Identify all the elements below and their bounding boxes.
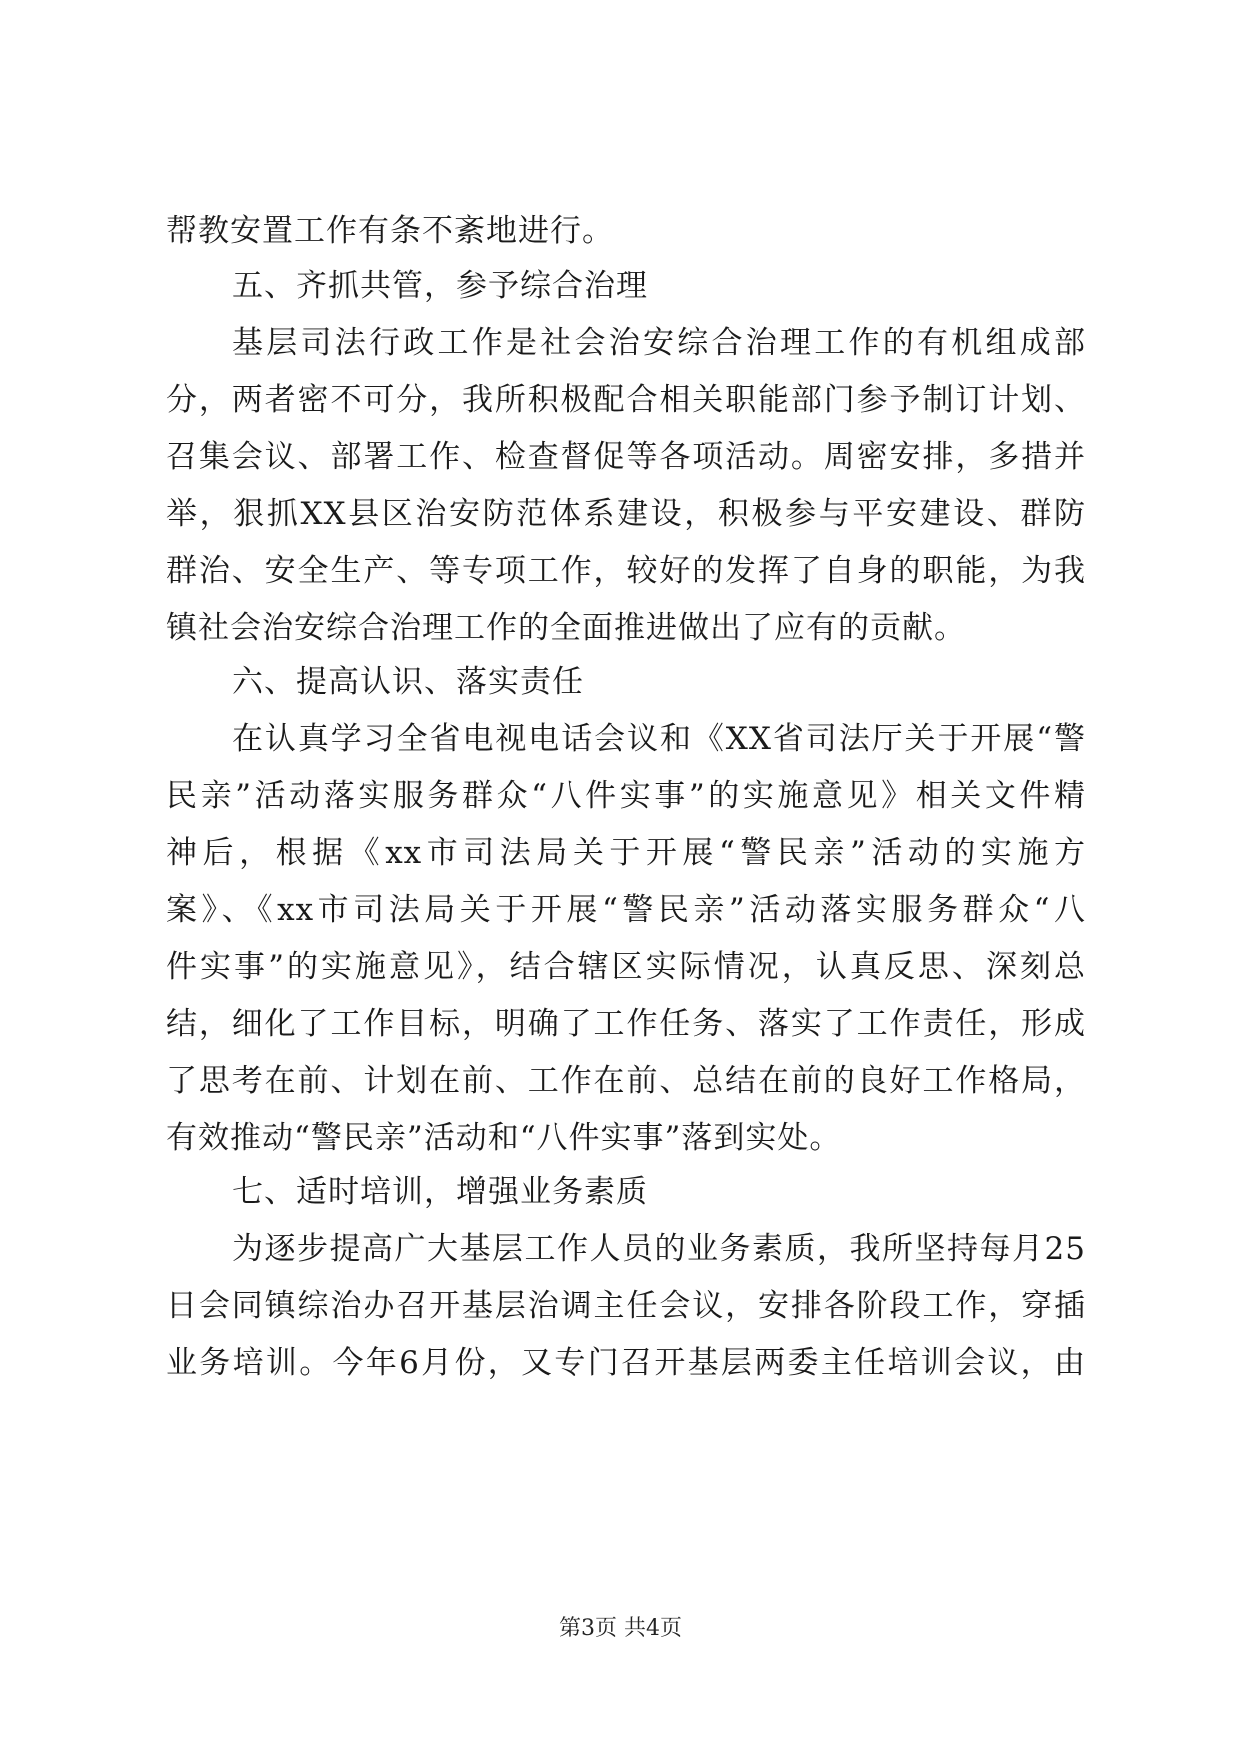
paragraph-line: 结，细化了工作目标，明确了工作任务、落实了工作责任，形成 <box>166 1006 1086 1042</box>
paragraph-line: 有效推动“警民亲”活动和“八件实事”落到实处。 <box>166 1120 842 1156</box>
paragraph-line: 日会同镇综治办召开基层治调主任会议，安排各阶段工作，穿插 <box>166 1288 1086 1324</box>
section-heading-seven: 七、适时培训，增强业务素质 <box>232 1174 648 1210</box>
paragraph-line: 案》、《xx市司法局关于开展“警民亲”活动落实服务群众“八 <box>166 892 1086 928</box>
paragraph-line: 群治、安全生产、等专项工作，较好的发挥了自身的职能，为我 <box>166 553 1086 589</box>
paragraph-line: 件实事”的实施意见》，结合辖区实际情况，认真反思、深刻总 <box>166 949 1086 985</box>
paragraph-line: 业务培训。今年6月份，又专门召开基层两委主任培训会议，由 <box>166 1345 1086 1381</box>
paragraph-line: 民亲”活动落实服务群众“八件实事”的实施意见》相关文件精 <box>166 778 1086 814</box>
paragraph-continuation-line: 帮教安置工作有条不紊地进行。 <box>166 213 614 249</box>
paragraph-line: 神后，根据《xx市司法局关于开展“警民亲”活动的实施方 <box>166 835 1086 871</box>
paragraph-line: 分，两者密不可分，我所积极配合相关职能部门参予制订计划、 <box>166 382 1086 418</box>
paragraph-line: 召集会议、部署工作、检查督促等各项活动。周密安排，多措并 <box>166 439 1086 475</box>
paragraph-line: 基层司法行政工作是社会治安综合治理工作的有机组成部 <box>232 325 1086 361</box>
paragraph-line: 了思考在前、计划在前、工作在前、总结在前的良好工作格局， <box>166 1063 1086 1099</box>
page-number-footer: 第3页 共4页 <box>559 1616 682 1641</box>
paragraph-line: 在认真学习全省电视电话会议和《XX省司法厅关于开展“警 <box>232 721 1086 757</box>
paragraph-line: 为逐步提高广大基层工作人员的业务素质，我所坚持每月25 <box>232 1231 1086 1267</box>
paragraph-line: 镇社会治安综合治理工作的全面推进做出了应有的贡献。 <box>166 610 966 646</box>
section-heading-five: 五、齐抓共管，参予综合治理 <box>232 268 648 304</box>
section-heading-six: 六、提高认识、落实责任 <box>232 664 584 700</box>
paragraph-line: 举，狠抓XX县区治安防范体系建设，积极参与平安建设、群防 <box>166 496 1086 532</box>
